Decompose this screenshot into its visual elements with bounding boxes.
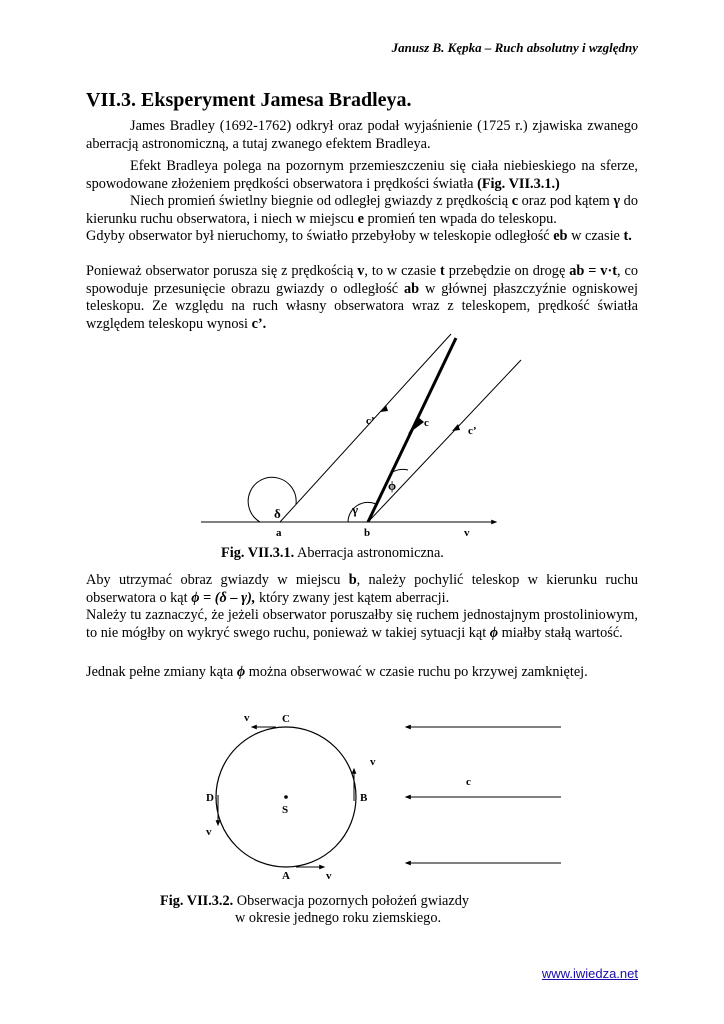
footer-link[interactable]: www.iwiedza.net bbox=[541, 966, 638, 981]
c-prime-left-label: c’ bbox=[366, 415, 375, 427]
paragraph-3: Niech promień świetlny biegnie od odległej gwiazdy z prędkością c oraz pod kątem γ do kierunku ruchu obserwatora, i niech w miejscu e promień ten wpada do teleskopu. bbox=[86, 193, 638, 227]
point-b-label: b bbox=[364, 527, 371, 539]
sun-label: S bbox=[282, 804, 289, 816]
point-d-label: D bbox=[206, 792, 214, 804]
sun-dot bbox=[284, 795, 288, 799]
v-bottom-label: v bbox=[326, 870, 332, 882]
point-c-label: C bbox=[282, 713, 290, 725]
running-header: Janusz B. Kępka – Ruch absolutny i względny bbox=[391, 40, 638, 55]
paragraph-8: Jednak pełne zmiany kąta ϕ można obserwować w czasie ruchu po krzywej zamkniętej. bbox=[86, 664, 588, 680]
v-right-label: v bbox=[370, 756, 376, 768]
paragraph-1: James Bradley (1692-1762) odkrył oraz podał wyjaśnienie (1725 r.) zjawiska zwanego aberracją astronomiczną, a tutaj zwanego efektem Bradleya. bbox=[86, 118, 638, 152]
v-left-label: v bbox=[206, 826, 212, 838]
point-b-label: B bbox=[360, 792, 368, 804]
paragraph-5: Ponieważ obserwator porusza się z prędkością v, to w czasie t przebędzie on drogę ab = v·t, co spowoduje przesunięcie obrazu gwiazdy o odległość ab w głównej płaszczyźnie ogniskowej teleskopu. Ze względu na ruch własny obserwatora wraz z teleskopem, prędkość światła względem teleskopu wynosi c’. bbox=[86, 263, 638, 332]
c-prime-right-arrowhead bbox=[452, 424, 460, 431]
v-label: v bbox=[464, 527, 470, 539]
gamma-label: γ bbox=[352, 502, 359, 517]
c-label: c bbox=[466, 776, 471, 788]
delta-label: δ bbox=[274, 506, 281, 521]
c-prime-line-right bbox=[368, 360, 521, 522]
figure-1-caption: Fig. VII.3.1. Aberracja astronomiczna. bbox=[221, 545, 444, 561]
paragraph-2: Efekt Bradleya polega na pozornym przemieszczeniu się ciała niebieskiego na sferze, spowodowane złożeniem prędkości obserwatora i prędkości światła (Fig. VII.3.1.) bbox=[86, 158, 638, 192]
c-prime-right-label: c’ bbox=[468, 425, 477, 437]
aberration-diagram bbox=[196, 330, 536, 540]
paragraph-6: Aby utrzymać obraz gwiazdy w miejscu b, należy pochylić teleskop w kierunku ruchu obserwatora o kąt ϕ = (δ – γ), który zwany jest kątem aberracji. bbox=[86, 572, 638, 606]
c-prime-left-arrowhead bbox=[380, 405, 388, 412]
delta-angle-arc bbox=[248, 477, 296, 522]
phi-label: ϕ bbox=[388, 478, 397, 493]
v-top-label: v bbox=[244, 712, 250, 724]
c-label: c bbox=[424, 417, 429, 429]
point-a-label: a bbox=[276, 527, 282, 539]
paragraph-4: Gdyby obserwator był nieruchomy, to światło przebyłoby w teleskopie odległość eb w czasie t. bbox=[86, 228, 632, 244]
section-title: VII.3. Eksperyment Jamesa Bradleya. bbox=[86, 89, 412, 111]
figure-2-caption: Fig. VII.3.2. Obserwacja pozornych położeń gwiazdy w okresie jednego roku ziemskiego. bbox=[160, 893, 470, 926]
point-a-label: A bbox=[282, 870, 290, 882]
orbit-diagram bbox=[196, 705, 586, 890]
paragraph-7: Należy tu zaznaczyć, że jeżeli obserwator poruszałby się ruchem jednostajnym prostoliniowym, to nie mógłby on wykryć swego ruchu, ponieważ w takiej sytuacji kąt ϕ miałby stałą wartość. bbox=[86, 607, 638, 641]
